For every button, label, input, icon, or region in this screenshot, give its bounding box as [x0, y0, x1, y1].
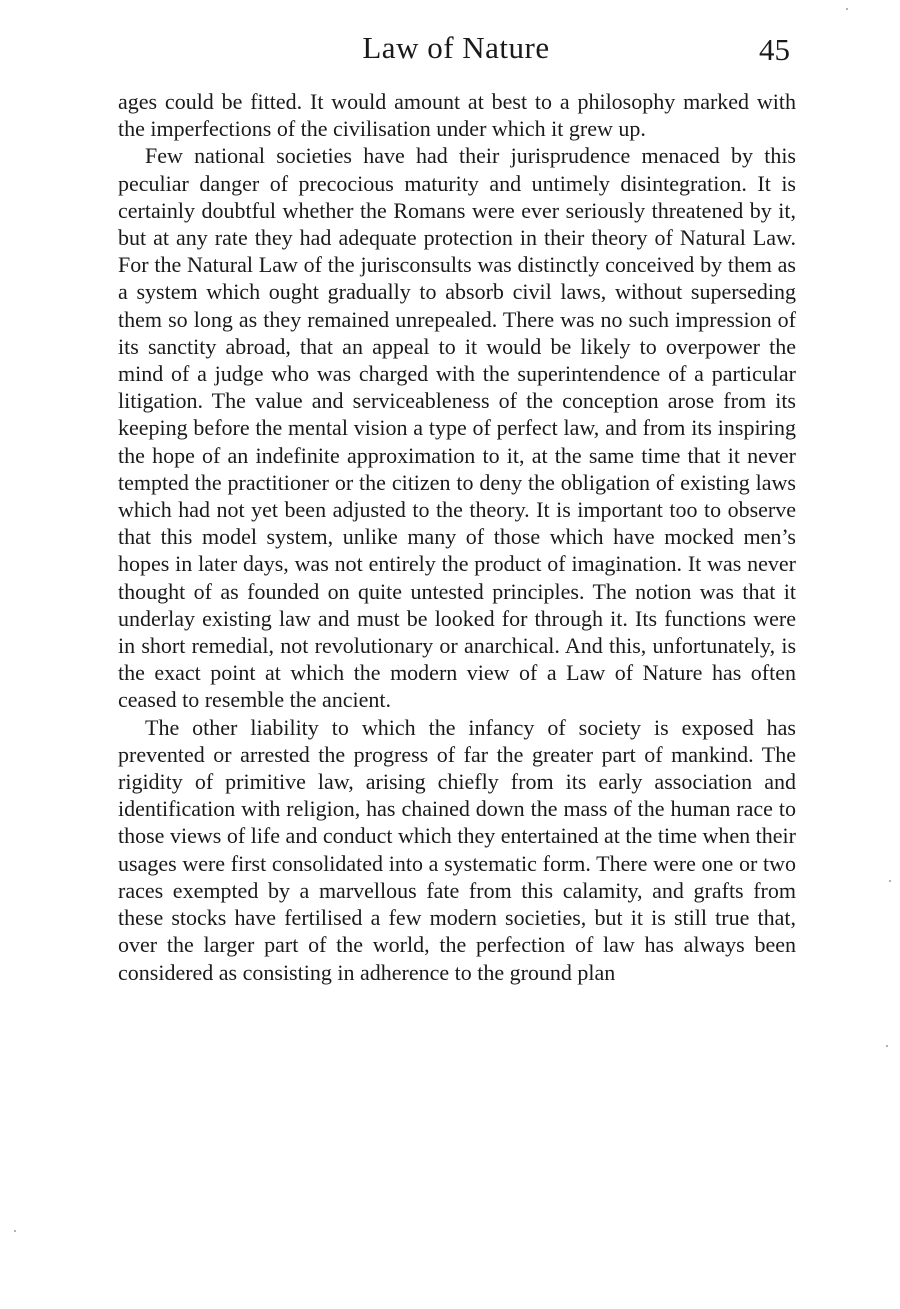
scan-speck [846, 8, 848, 10]
paragraph-other-liability: The other liability to which the infancy of society is exposed has prevented or arrested the progress of far the greater part of mankind. The rigidity of primitive law, arising chiefly from its early association and identification with religion, has chained down the mass of the human race to those views of life and conduct which they entertained at the time when their usages were first consolidated into a systematic form. There were one or two races exempted by a marvellous fate from this calamity, and grafts from these stocks have fertilised a few modern societies, but it is still true that, over the larger part of the world, the perfection of law has always been considered as consisting in adherence to the ground plan [118, 714, 796, 985]
scan-speck [889, 880, 891, 882]
paragraph-continuation: ages could be fitted. It would amount at best to a philosophy marked with the imperfections of the civilisation under which it grew up. [118, 89, 796, 142]
body-text [118, 88, 796, 986]
scan-speck [886, 1045, 888, 1047]
scan-speck [14, 1230, 16, 1232]
paragraph-natural-law: Few national societies have had their jurisprudence menaced by this peculiar danger of precocious maturity and untimely disintegration. It is certainly doubtful whether the Romans were ever seriously threatened by it, but at any rate they had adequate protection in their theory of Natural Law. For the Natural Law of the jurisconsults was distinctly conceived by them as a system which ought gradually to absorb civil laws, without superseding them so long as they remained unrepealed. There was no such impression of its sanctity abroad, that an appeal to it would be likely to overpower the mind of a judge who was charged with the superintendence of a particular litigation. The value and serviceableness of the conception arose from its keeping before the mental vision a type of perfect law, and from its inspiring the hope of an indefinite approximation to it, at the same time that it never tempted the practitioner or the citizen to deny the obligation of existing laws which had not yet been adjusted to the theory. It is important too to observe that this model system, unlike many of those which have mocked men’s hopes in later days, was not entirely the product of imagination. It was never thought of as founded on quite untested principles. The notion was that it underlay existing law and must be looked for through it. Its functions were in short remedial, not revolutionary or anarchical. And this, unfortunately, is the exact point at which the modern view of a Law of Nature has often ceased to resemble the ancient. [118, 143, 796, 713]
chapter-title: Law of Nature [362, 30, 550, 65]
page-number: 45 [759, 32, 790, 67]
running-head [118, 30, 794, 74]
